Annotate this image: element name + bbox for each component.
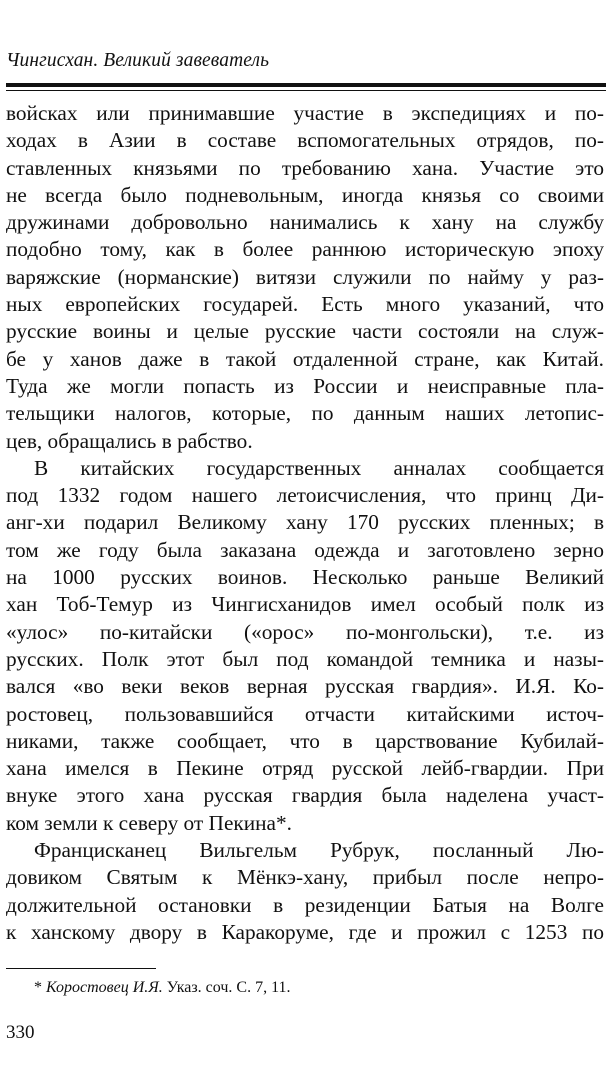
text-line: хана имелся в Пекине отряд русской лейб-гвардии. При [6,756,604,781]
text-line: анг-хи подарил Великому хану 170 русских пленных; в [6,510,604,535]
text-line: В китайских государственных анналах сообщается [34,455,604,480]
footnote-citation: Указ. соч. С. 7, 11. [166,979,291,996]
text-line: внуке этого хана русская гвардия была наделена участ- [6,783,604,808]
text-line: довиком Святым к Мёнкэ-хану, прибыл после непро- [6,865,604,890]
header-rule-thin [6,90,606,91]
footnote-marker: * [34,979,42,996]
text-line: бе у ханов даже в такой отдаленной стране, как Китай. [6,346,604,371]
text-line: варяжские (норманские) витязи служили по найму у раз- [6,264,604,289]
text-line: вался «во веки веков верная русская гвардия». И.Я. Ко- [6,674,604,699]
text-line: «улос» по-китайски («орос» по-монгольски), т.е. из [6,619,604,644]
text-line: ставленных князьями по требованию хана. Участие это [6,155,604,180]
text-line: под 1332 годом нашего летоисчисления, что принц Ди- [6,483,604,508]
footnote-rule [6,968,156,969]
text-line: ком земли к северу от Пекина*. [6,810,292,835]
text-line: цев, обращались в рабство. [6,428,253,453]
text-line: ных европейских государей. Есть много указаний, что [6,292,604,317]
running-head: Чингисхан. Великий завеватель [6,50,270,71]
text-line: дружинами добровольно нанимались к хану на службу [6,210,604,235]
text-line: русских. Полк этот был под командой темника и назы- [6,646,604,671]
text-line: не всегда было подневольным, иногда князья со своими [6,182,604,207]
text-line: тельщики налогов, которые, по данным наших летопис- [6,401,604,426]
text-line: том же году была заказана одежда и заготовлено зерно [6,537,604,562]
text-line: никами, также сообщает, что в царствование Кубилай- [6,728,604,753]
text-line: ходах в Азии в составе вспомогательных отрядов, по- [6,128,604,153]
text-line: должительной остановки в резиденции Батыя на Волге [6,892,604,917]
header-rule-thick [6,83,606,87]
text-line: ростовец, пользовавшийся отчасти китайскими источ- [6,701,604,726]
text-line: Францисканец Вильгельм Рубрук, посланный Лю- [34,838,604,863]
text-line: Туда же могли попасть из России и неисправные пла- [6,373,604,398]
footnote [34,979,290,997]
page-number: 330 [6,1022,35,1043]
text-line: к ханскому двору в Каракоруме, где и прожил с 1253 по [6,919,604,944]
body-text [6,100,604,946]
footnote-author: Коростовец И.Я. [46,979,163,996]
text-line: войсках или принимавшие участие в экспедициях и по- [6,101,604,125]
text-line: подобно тому, как в более раннюю историческую эпоху [6,237,604,262]
text-line: русские воины и целые русские части состояли на служ- [6,319,604,344]
text-line: хан Тоб-Темур из Чингисханидов имел особый полк из [6,592,604,617]
text-line: на 1000 русских воинов. Несколько раньше Великий [6,565,604,590]
